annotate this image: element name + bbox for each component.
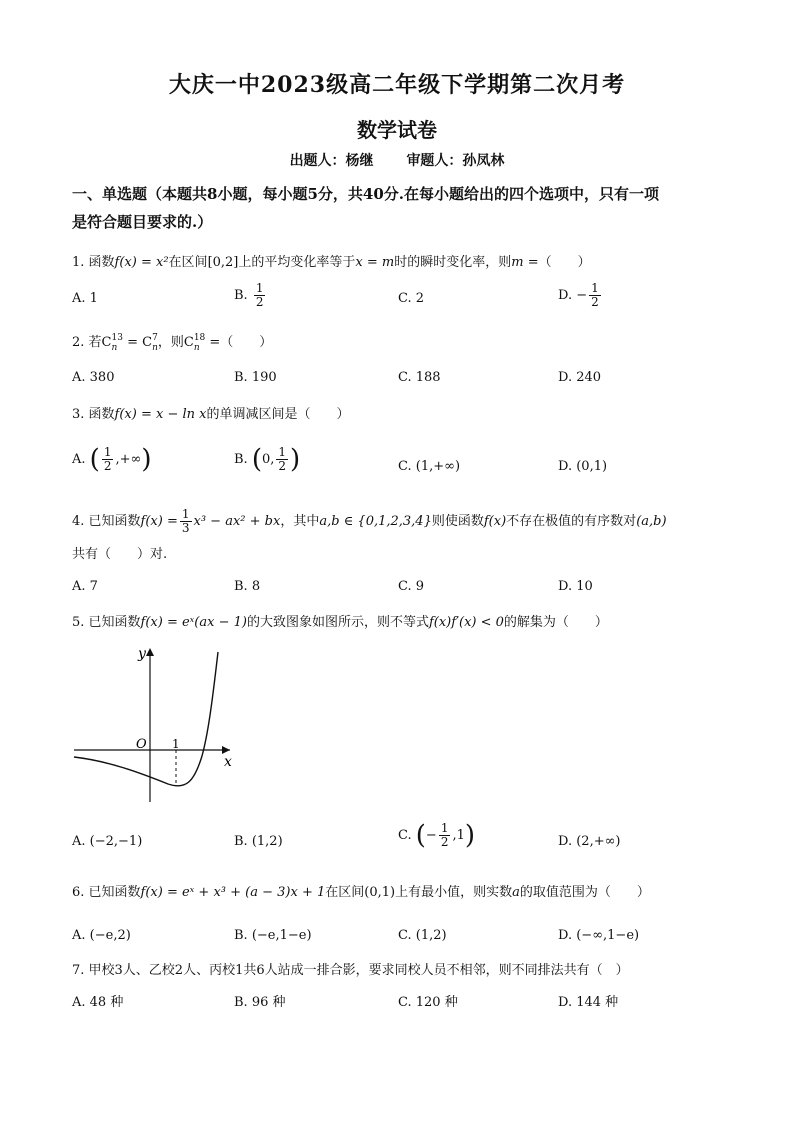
q5-option-a[interactable] xyxy=(72,831,142,853)
q2-eq: = C xyxy=(122,335,153,350)
graph-origin-label: O xyxy=(136,737,147,752)
q5-c-rparen: ) xyxy=(464,820,476,851)
q1-option-b-label: B. xyxy=(234,288,248,303)
q3-a-den: 2 xyxy=(103,459,112,473)
q3-option-d-math: (0,1) xyxy=(576,459,608,474)
q2-c2-sub: n xyxy=(152,342,158,353)
q4-option-a[interactable]: A. 7 xyxy=(72,579,98,594)
q1-text-d: 时的瞬时变化率，则 xyxy=(394,255,512,270)
q1-option-d-fraction xyxy=(589,282,601,309)
question-5-stem xyxy=(72,612,732,634)
q2-c3-sub: n xyxy=(193,342,200,353)
q2-c1: C xyxy=(101,335,112,350)
q3-option-d[interactable] xyxy=(558,456,607,478)
q1-x-eq-m: x = m xyxy=(355,255,395,270)
section-heading-line2: 是符合题目要求的.） xyxy=(72,213,213,231)
q6-text-c: 上有最小值，则实数 xyxy=(395,885,513,900)
q2-c1-sup: 13 xyxy=(111,332,123,343)
section-heading xyxy=(72,180,732,236)
q5-c-lparen: ( xyxy=(415,820,426,851)
q5-text-c: 的解集为（ ） xyxy=(503,615,608,630)
q6-option-d-label: D. xyxy=(558,928,573,943)
question-7-stem: 7. 甲校3人、乙校2人、丙校1共6人站成一排合影，要求同校人员不相邻，则不同排法共有（ ） xyxy=(72,963,629,978)
question-1-stem xyxy=(72,252,732,274)
q5-option-d-label: D. xyxy=(558,834,573,849)
q2-c3: C xyxy=(183,335,194,350)
question-6-stem xyxy=(72,882,732,904)
q6-a-var: a xyxy=(512,885,520,900)
q6-option-a-label: A. xyxy=(72,928,86,943)
q1-option-c[interactable]: C. 2 xyxy=(398,291,425,306)
q1-b-num: 1 xyxy=(255,281,264,295)
q2-text-d: =（ ） xyxy=(205,335,273,350)
graph-one-label: 1 xyxy=(172,737,180,751)
q2-option-c[interactable]: C. 188 xyxy=(398,370,441,385)
q4-text-c: 则使函数 xyxy=(431,514,484,529)
q2-option-b[interactable]: B. 190 xyxy=(234,370,277,385)
q5-option-a-label: A. xyxy=(72,834,86,849)
question-4-stem xyxy=(72,508,732,535)
q3-option-d-label: D. xyxy=(558,459,573,474)
q6-option-c-math: (1,2) xyxy=(415,928,447,943)
question-4-line2: 共有（ ）对. xyxy=(72,547,168,562)
q7-option-c[interactable]: C. 120 种 xyxy=(398,995,458,1010)
q2-c1-sub: n xyxy=(111,342,118,353)
q3-option-c-math: (1,+∞) xyxy=(415,459,461,474)
q1-text-b: 在区间 xyxy=(168,255,208,270)
q4-option-d[interactable]: D. 10 xyxy=(558,579,593,594)
q6-option-c-label: C. xyxy=(398,928,412,943)
q1-text-a: 1. 函数 xyxy=(72,255,115,270)
section-heading-line1: 一、单选题（本题共8小题，每小题5分，共40分.在每小题给出的四个选项中，只有一项 xyxy=(72,185,659,203)
q6-text-d: 的取值范围为（ ） xyxy=(519,885,650,900)
q4-text-d: 不存在极值的有序数对 xyxy=(506,514,637,529)
q4-fx: f(x) xyxy=(483,514,507,529)
q2-c3-indices xyxy=(194,333,205,353)
q5-c-fraction xyxy=(439,822,451,849)
question-3-stem xyxy=(72,404,732,426)
q1-d-sign: − xyxy=(576,288,588,303)
q5-option-c[interactable] xyxy=(398,822,475,849)
q5-function: f(x) = eˣ(ax − 1) xyxy=(140,615,247,630)
q5-text-a: 5. 已知函数 xyxy=(72,615,141,630)
q4-ab: (a,b) xyxy=(636,514,667,529)
q1-m-eq: m = xyxy=(511,255,539,270)
q2-text-b: ，则 xyxy=(157,335,184,350)
graph-curve xyxy=(74,652,218,786)
q6-interval: (0,1) xyxy=(364,885,396,900)
q3-b-fraction xyxy=(276,446,288,473)
q2-c2-sup: 7 xyxy=(152,332,158,343)
q3-b-den: 2 xyxy=(278,459,287,473)
q4-option-c[interactable]: C. 9 xyxy=(398,579,425,594)
q5-option-b[interactable] xyxy=(234,831,283,853)
q6-text-b: 在区间 xyxy=(325,885,365,900)
q1-option-d[interactable] xyxy=(558,282,603,309)
q4-f: f(x) = xyxy=(140,514,178,529)
q3-a-num: 1 xyxy=(103,445,112,459)
q1-option-b-fraction xyxy=(254,282,266,309)
q5-c-end: ,1 xyxy=(452,828,465,843)
q2-c1-indices xyxy=(112,333,123,353)
q6-option-b-label: B. xyxy=(234,928,248,943)
q1-b-den: 2 xyxy=(255,295,264,309)
q4-text-a: 4. 已知函数 xyxy=(72,514,141,529)
q3-b-rparen: ) xyxy=(290,444,301,475)
exam-subtitle: 数学试卷 xyxy=(357,118,437,142)
q5-option-b-label: B. xyxy=(234,834,248,849)
q5-option-b-math: (1,2) xyxy=(251,834,283,849)
q7-option-d[interactable]: D. 144 种 xyxy=(558,995,619,1010)
q5-option-d[interactable] xyxy=(558,831,621,853)
q5-option-d-math: (2,+∞) xyxy=(576,834,621,849)
q1-d-num: 1 xyxy=(591,281,599,295)
q3-a-fraction xyxy=(102,446,114,473)
q6-option-a[interactable] xyxy=(72,925,131,947)
q6-option-b[interactable] xyxy=(234,925,312,947)
q1-interval: [0,2] xyxy=(207,255,239,270)
setter-label: 出题人：杨继 xyxy=(289,153,374,169)
q3-option-b[interactable] xyxy=(234,446,300,473)
q6-option-a-math: (−e,2) xyxy=(89,928,131,943)
question-2-stem xyxy=(72,332,732,354)
q6-option-b-math: (−e,1−e) xyxy=(251,928,312,943)
q2-combo-1 xyxy=(101,332,123,353)
q5-c-den: 2 xyxy=(440,835,449,849)
graph-y-label: y xyxy=(138,646,146,662)
q5-c-sign: − xyxy=(425,828,437,843)
q5-c-num: 1 xyxy=(440,821,449,835)
q5-option-a-math: (−2,−1) xyxy=(89,834,143,849)
q3-option-c[interactable] xyxy=(398,456,460,478)
q3-a-lparen: ( xyxy=(89,444,100,475)
q6-option-d[interactable] xyxy=(558,925,639,947)
q6-function: f(x) = eˣ + x³ + (a − 3)x + 1 xyxy=(140,885,326,900)
q1-bracket: （ ） xyxy=(538,255,591,270)
q3-b-lparen: ( xyxy=(251,444,262,475)
q4-set: a,b ∈ {0,1,2,3,4} xyxy=(319,514,432,529)
graph-x-arrow xyxy=(222,746,230,754)
q3-text-b: 的单调减区间是（ ） xyxy=(206,407,350,422)
q4-fraction xyxy=(180,508,192,535)
graph-x-label: x xyxy=(224,754,232,770)
q1-function: f(x) = x² xyxy=(114,255,169,270)
q4-frac-den: 3 xyxy=(181,521,190,535)
q6-option-c[interactable] xyxy=(398,925,447,947)
q2-option-d[interactable]: D. 240 xyxy=(558,370,602,385)
q4-poly: x³ − ax² + bx xyxy=(193,514,281,529)
q4-option-b[interactable]: B. 8 xyxy=(234,579,261,594)
q3-b-num: 1 xyxy=(278,445,287,459)
q4-frac-num: 1 xyxy=(181,507,190,521)
q1-option-a[interactable]: A. 1 xyxy=(72,291,98,306)
q5-function-graph xyxy=(68,644,238,808)
q3-option-b-label: B. xyxy=(234,452,248,467)
q2-text-a: 2. 若 xyxy=(72,335,102,350)
q3-option-c-label: C. xyxy=(398,459,412,474)
reviewer-label: 审题人：孙凤林 xyxy=(406,153,505,169)
q4-text-b: ，其中 xyxy=(280,514,320,529)
q1-option-b[interactable] xyxy=(234,282,267,309)
q6-text-a: 6. 已知函数 xyxy=(72,885,141,900)
q1-option-d-label: D. xyxy=(558,288,573,303)
q5-text-b: 的大致图象如图所示，则不等式 xyxy=(246,615,429,630)
q2-option-a[interactable]: A. 380 xyxy=(72,370,115,385)
q3-b-start: 0, xyxy=(261,452,275,467)
q3-a-end: ,+∞ xyxy=(115,452,142,467)
q5-option-c-label: C. xyxy=(398,828,412,843)
exam-title: 大庆一中2023级高二年级下学期第二次月考 xyxy=(168,72,626,98)
q5-inequality: f(x)f′(x) < 0 xyxy=(428,615,504,630)
q3-text-a: 3. 函数 xyxy=(72,407,115,422)
exam-authors xyxy=(0,150,794,170)
graph-y-arrow xyxy=(146,648,154,656)
q6-option-d-math: (−∞,1−e) xyxy=(576,928,640,943)
q2-c3-sup: 18 xyxy=(193,332,206,343)
q1-d-den: 2 xyxy=(591,295,599,309)
q3-option-a-label: A. xyxy=(72,452,86,467)
q7-option-a[interactable]: A. 48 种 xyxy=(72,995,124,1010)
q3-option-a[interactable] xyxy=(72,446,151,473)
q3-a-rparen: ) xyxy=(141,444,152,475)
q7-option-b[interactable]: B. 96 种 xyxy=(234,995,286,1010)
q1-text-c: 上的平均变化率等于 xyxy=(238,255,356,270)
q3-function: f(x) = x − ln x xyxy=(114,407,207,422)
